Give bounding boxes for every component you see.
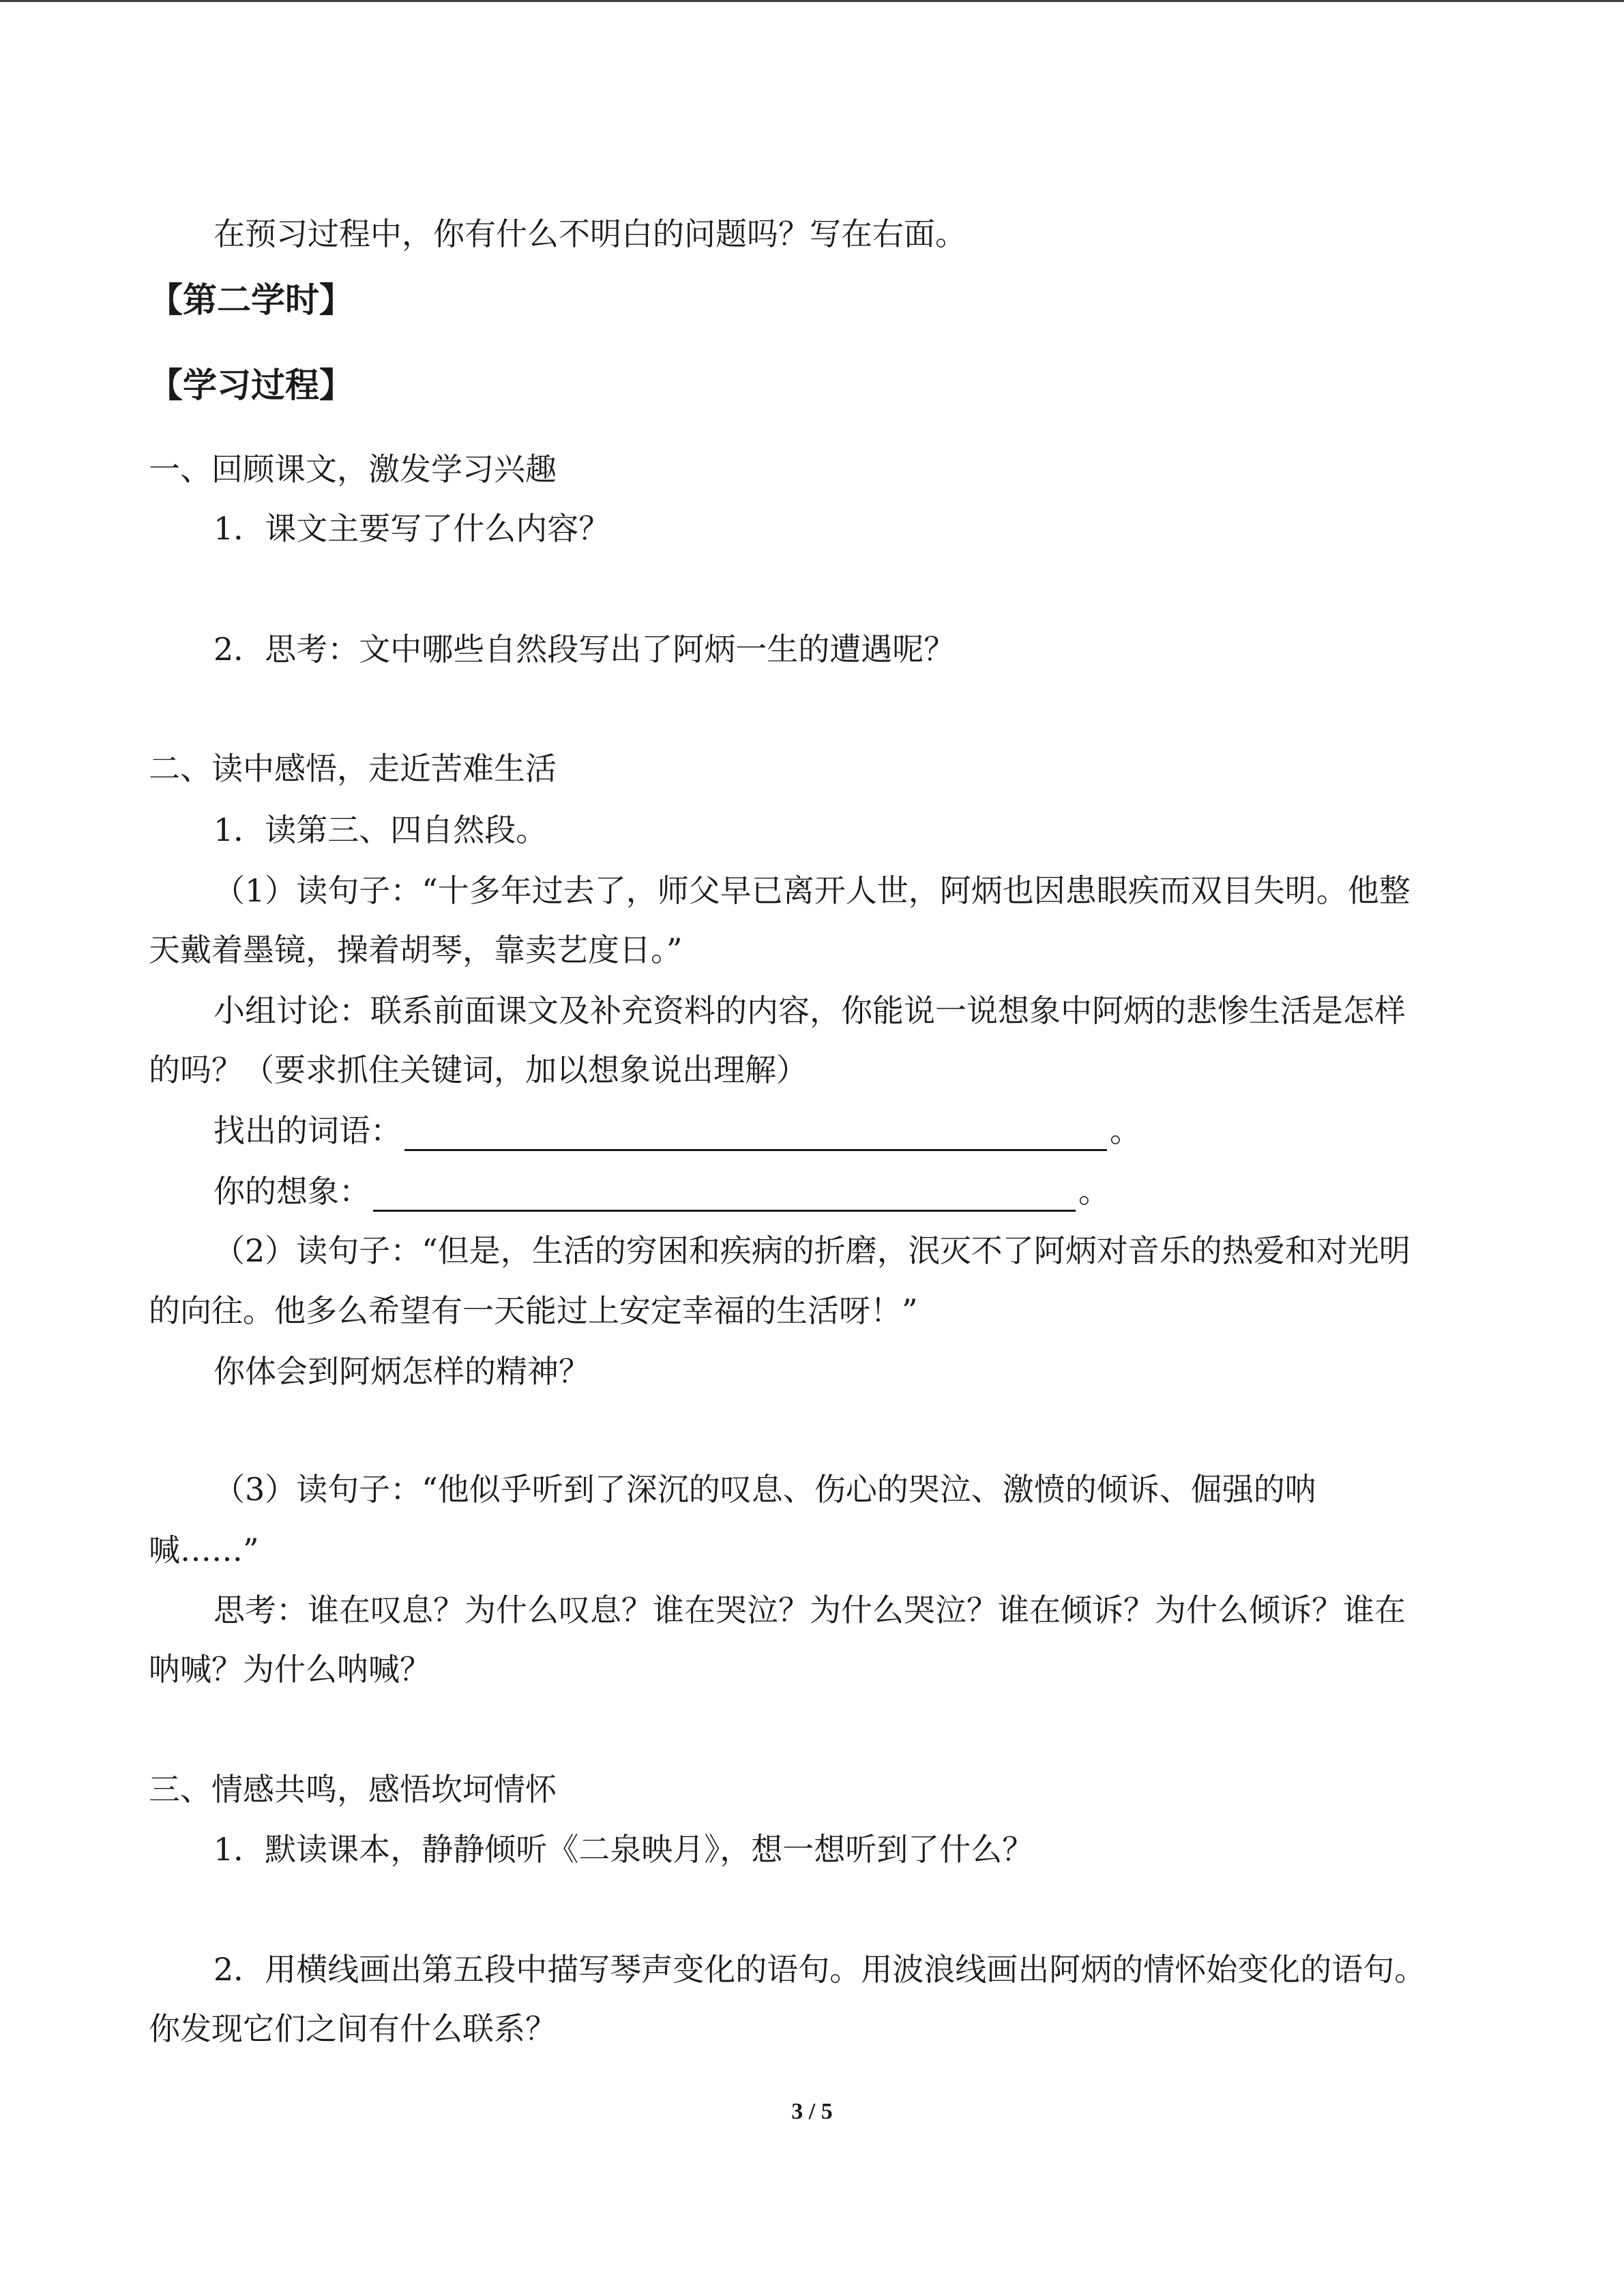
sentence-1-line-2: 天戴着墨镜，操着胡琴，靠卖艺度日。” <box>149 931 683 968</box>
find-words-row <box>213 1110 1544 1151</box>
section-3-item-2-line-2: 你发现它们之间有什么联系？ <box>149 2010 557 2047</box>
section-1-question-2: 2．思考：文中哪些自然段写出了阿炳一生的遭遇呢？ <box>213 631 956 668</box>
find-words-label: 找出的词语： <box>213 1112 402 1149</box>
sentence-1-line-1: （1）读句子：“十多年过去了，师父早已离开人世，阿炳也因患眼疾而双目失明。他整 <box>213 872 1411 909</box>
section-3-title: 三、情感共鸣，感悟坎坷情怀 <box>149 1771 557 1808</box>
sentence-3-line-1: （3）读句子：“他似乎听到了深沉的叹息、伤心的哭泣、激愤的倾诉、倔强的呐 <box>213 1471 1316 1508</box>
imagination-period: 。 <box>1078 1173 1110 1210</box>
sentence-2-line-1: （2）读句子：“但是，生活的穷困和疾病的折磨，泯灭不了阿炳对音乐的热爱和对光明 <box>213 1232 1411 1269</box>
think-line-1: 思考：谁在叹息？为什么叹息？谁在哭泣？为什么哭泣？谁在倾诉？为什么倾诉？谁在 <box>213 1592 1406 1628</box>
discussion-line-1: 小组讨论：联系前面课文及补充资料的内容，你能说一说想象中阿炳的悲惨生活是怎样 <box>213 992 1406 1029</box>
heading-lesson-2: 【第二学时】 <box>149 280 353 320</box>
heading-learning-process: 【学习过程】 <box>149 366 353 405</box>
page-number: 3 / 5 <box>791 2099 833 2124</box>
find-words-blank[interactable] <box>404 1116 1107 1151</box>
section-2-item-1: 1．读第三、四自然段。 <box>213 811 548 848</box>
section-1-title: 一、回顾课文，激发学习兴趣 <box>149 451 557 488</box>
spirit-question: 你体会到阿炳怎样的精神？ <box>213 1353 590 1390</box>
sentence-3-line-2: 喊……” <box>149 1532 259 1568</box>
section-1-question-1: 1．课文主要写了什么内容？ <box>213 510 610 547</box>
section-3-item-1: 1．默读课本，静静倾听《二泉映月》，想一想听到了什么？ <box>213 1831 1034 1868</box>
find-words-period: 。 <box>1110 1112 1141 1149</box>
top-border <box>0 0 1624 2</box>
think-line-2: 呐喊？为什么呐喊？ <box>149 1651 431 1688</box>
section-3-item-2-line-1: 2．用横线画出第五段中描写琴声变化的语句。用波浪线画出阿炳的情怀始变化的语句。 <box>213 1951 1426 1988</box>
preview-question: 在预习过程中，你有什么不明白的问题吗？写在右面。 <box>213 215 966 252</box>
discussion-line-2: 的吗？（要求抓住关键词，加以想象说出理解） <box>149 1052 808 1088</box>
section-2-title: 二、读中感悟，走近苦难生活 <box>149 750 557 787</box>
sentence-2-line-2: 的向往。他多么希望有一天能过上安定幸福的生活呀！” <box>149 1292 918 1329</box>
imagination-label: 你的想象： <box>213 1173 370 1210</box>
imagination-blank[interactable] <box>373 1177 1076 1212</box>
imagination-row <box>213 1171 1544 1212</box>
